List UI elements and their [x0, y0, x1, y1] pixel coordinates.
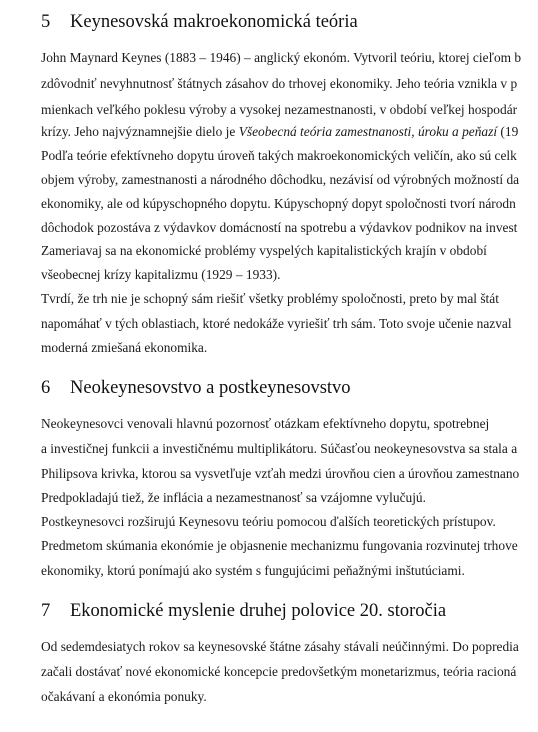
paragraph-line: Predpokladajú tiež, že inflácia a nezamestnanosť sa vzájomne vylučujú.	[41, 490, 426, 505]
paragraph-line: Podľa teórie efektívneho dopytu úroveň takých makroekonomických veličín, ako sú celk	[41, 148, 517, 163]
paragraph-line: zdôvodniť nevyhnutnosť štátnych zásahov do trhovej ekonomiky. Jeho teória vznikla v p	[41, 76, 518, 91]
paragraph-line: John Maynard Keynes (1883 – 1946) – anglický ekonóm. Vytvoril teóriu, ktorej cieľom b	[41, 50, 522, 65]
section-title: Keynesovská makroekonomická teória	[70, 12, 358, 32]
paragraph-line: Zameriavaj sa na ekonomické problémy vyspelých kapitalistických krajín v období	[41, 243, 487, 258]
paragraph-text: (19	[497, 124, 519, 139]
paragraph-line: začali dostávať nové ekonomické koncepcie predovšetkým monetarizmus, teória racioná	[41, 664, 517, 679]
paragraph-line	[41, 124, 518, 140]
book-title: Všeobecná teória zamestnanosti, úroku a peňazí	[238, 124, 498, 139]
paragraph-line: mienkach veľkého poklesu výroby a vysokej nezamestnanosti, v období veľkej hospodár	[41, 102, 518, 117]
paragraph-line: a investičnej funkcii a investičnému multiplikátoru. Súčasťou neokeynesovstva sa stala a	[41, 441, 518, 456]
paragraph-line: napomáhať v tých oblastiach, ktoré nedokáže vyriešiť trh sám. Toto svoje učenie nazval	[41, 316, 512, 331]
paragraph-line: moderná zmiešaná ekonomika.	[41, 340, 208, 355]
section-heading-5	[41, 11, 358, 33]
document-page	[41, 0, 538, 732]
section-title: Ekonomické myslenie druhej polovice 20. storočia	[70, 601, 447, 621]
paragraph-line: Neokeynesovci venovali hlavnú pozornosť otázkam efektívneho dopytu, spotrebnej	[41, 416, 490, 431]
paragraph-text: krízy. Jeho najvýznamnejšie dielo je	[41, 124, 239, 139]
paragraph-line: Philipsova krivka, ktorou sa vysvetľuje vzťah medzi úrovňou cien a úrovňou zamestnano	[41, 466, 520, 481]
paragraph-line: ekonomiky, ale od kúpyschopného dopytu. Kúpyschopný dopyt spoločnosti tvorí národn	[41, 196, 516, 211]
paragraph-line: Postkeynesovci rozširujú Keynesovu teóriu pomocou ďalších teoretických prístupov.	[41, 514, 496, 529]
section-title: Neokeynesovstvo a postkeynesovstvo	[70, 378, 351, 398]
section-heading-6	[41, 377, 351, 399]
paragraph-line: ekonomiky, ktorú ponímajú ako systém s fungujúcimi peňažnými inštutúciami.	[41, 563, 465, 578]
paragraph-line: Od sedemdesiatych rokov sa keynesovské štátne zásahy stávali neúčinnými. Do popredia	[41, 639, 519, 654]
paragraph-line: dôchodok pozostáva z výdavkov domácností na spotrebu a výdavkov podnikov na invest	[41, 220, 518, 235]
paragraph-line: Tvrdí, že trh nie je schopný sám riešiť všetky problémy spoločnosti, preto by mal štát	[41, 291, 499, 306]
section-number: 6	[41, 378, 51, 398]
paragraph-line: objem výroby, zamestnanosti a národného dôchodku, nezávisí od výrobných možností da	[41, 172, 520, 187]
paragraph-line: všeobecnej krízy kapitalizmu (1929 – 1933).	[41, 267, 281, 282]
section-heading-7	[41, 600, 446, 622]
paragraph-line: Predmetom skúmania ekonómie je objasnenie mechanizmu fungovania rozvinutej trhove	[41, 538, 518, 553]
section-number: 5	[41, 12, 51, 32]
section-number: 7	[41, 601, 51, 621]
paragraph-line: očakávaní a ekonómia ponuky.	[41, 689, 207, 704]
